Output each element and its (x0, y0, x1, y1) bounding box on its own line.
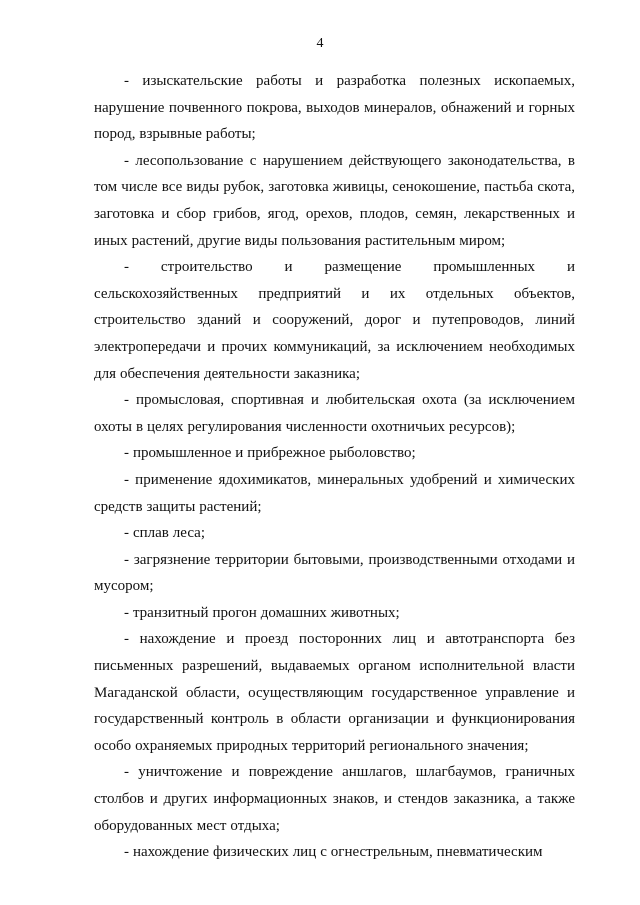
paragraph-prohibited-fishing: - промышленное и прибрежное рыболовство; (124, 445, 416, 462)
paragraph-prohibited-mining: - изыскательские работы и разработка полезных ископаемых, нарушение почвенного покрова, выходов минералов, обнажений и горных пород, взрывные работы; (94, 73, 575, 143)
paragraph-prohibited-firearms: - нахождение физических лиц с огнестрельным, пневматическим (124, 844, 543, 861)
paragraph-prohibited-hunting: - промысловая, спортивная и любительская охота (за исключением охоты в целях регулирования численности охотничьих ресурсов); (94, 392, 575, 435)
paragraph-prohibited-construction: - строительство и размещение промышленных и сельскохозяйственных предприятий и их отдельных объектов, строительство зданий и сооружений, дорог и путепроводов, линий электропередачи и прочих коммуникаций, за исключением необходимых для обеспечения деятельности заказника; (94, 259, 575, 382)
paragraph-prohibited-pollution: - загрязнение территории бытовыми, производственными отходами и мусором; (94, 551, 575, 595)
paragraph-prohibited-timber-rafting: - сплав леса; (124, 525, 205, 542)
paragraph-prohibited-chemicals: - применение ядохимикатов, минеральных удобрений и химических средств защиты растений; (94, 471, 575, 515)
paragraph-prohibited-unauthorized-access: - нахождение и проезд посторонних лиц и автотранспорта без письменных разрешений, выдаваемых органом исполнительной власти Магаданской области, осуществляющим государственное управление и государственный контроль в области организации и функционирования особо охраняемых природных территорий регионального значения; (94, 631, 575, 754)
document-body (94, 68, 575, 866)
paragraph-prohibited-sign-damage: - уничтожение и повреждение аншлагов, шлагбаумов, граничных столбов и других информационных знаков, и стендов заказника, а также оборудованных мест отдыха; (94, 764, 575, 834)
paragraph-prohibited-livestock-transit: - транзитный прогон домашних животных; (124, 604, 400, 621)
page-number: 4 (316, 36, 324, 51)
paragraph-prohibited-forestry: - лесопользование с нарушением действующего законодательства, в том числе все виды рубок, заготовка живицы, сенокошение, пастьба скота, заготовка и сбор грибов, ягод, орехов, плодов, семян, лекарственных и иных растений, другие виды пользования растительным миром; (94, 152, 575, 249)
